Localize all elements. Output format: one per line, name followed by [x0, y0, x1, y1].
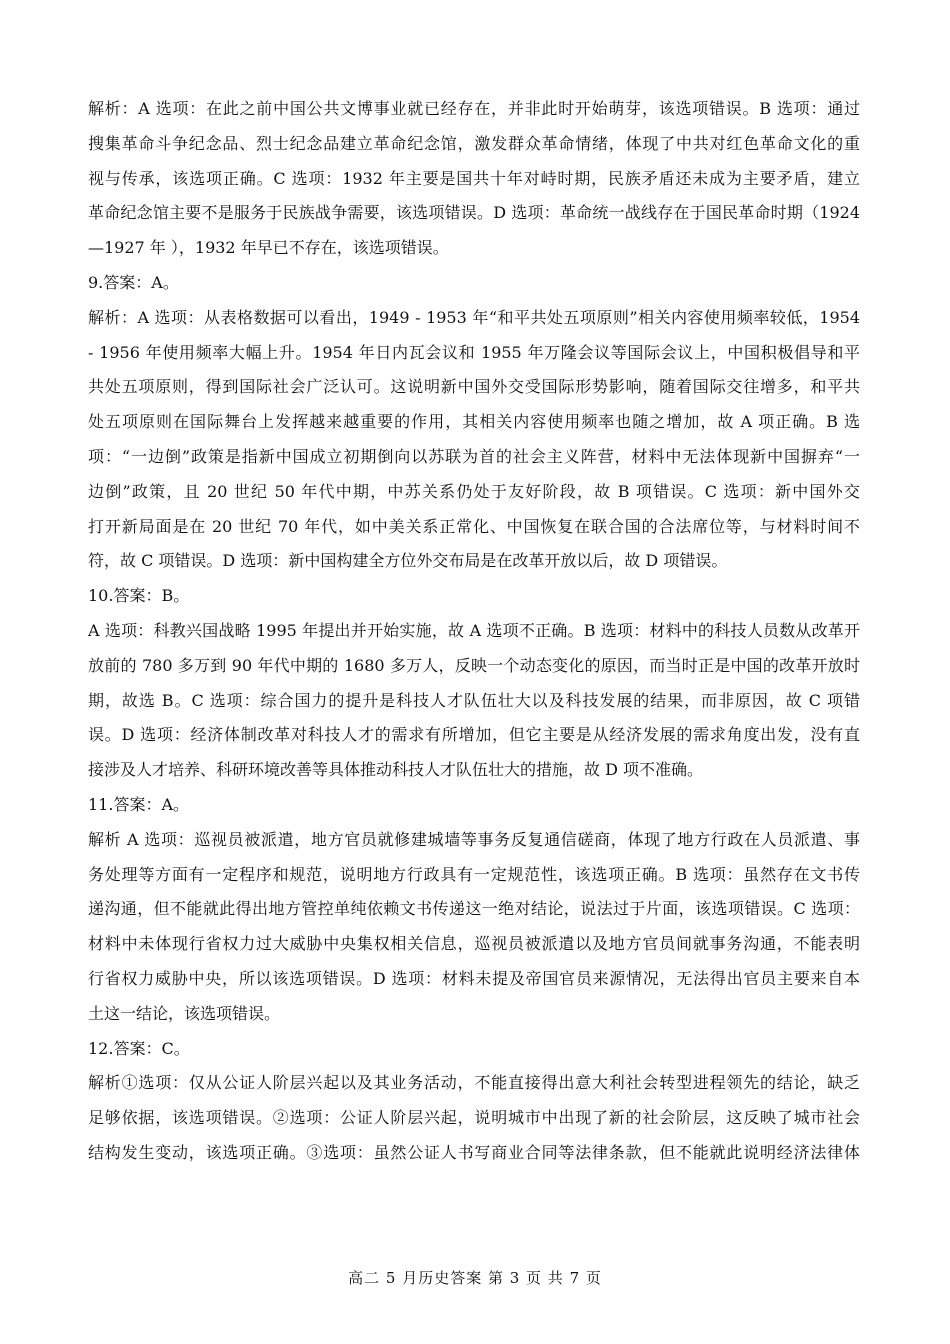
text-line: 材料中未体现行省权力过大威胁中央集权相关信息，巡视员被派遣以及地方官员间就事务沟通，不能表明 [88, 934, 860, 954]
answer-page-body [88, 92, 860, 1171]
page-footer: 高二 5 月历史答案 第 3 页 共 7 页 [348, 1269, 602, 1287]
text-line: 解析 A 选项：巡视员被派遣，地方官员就修建城墙等事务反复通信磋商，体现了地方行政在人员派遣、事 [88, 829, 860, 849]
explanation-q10 [88, 614, 860, 788]
answer-heading: 9.答案：A。 [88, 272, 179, 292]
text-line: 接涉及人才培养、科研环境改善等具体推动科技人才队伍壮大的措施，故 D 项不准确。 [88, 760, 704, 780]
explanation-q12 [88, 1066, 860, 1170]
text-line: 打开新局面是在 20 世纪 70 年代，如中美关系正常化、中国恢复在联合国的合法席位等，与材料时间不 [88, 516, 860, 536]
answer-heading: 11.答案：A。 [88, 794, 190, 814]
text-line: 行省权力威胁中央，所以该选项错误。D 选项：材料未提及帝国官员来源情况，无法得出官员主要来自本 [88, 968, 860, 988]
text-line: A 选项：科教兴国战略 1995 年提出并开始实施，故 A 选项不正确。B 选项：材料中的科技人员数从改革开 [88, 620, 860, 640]
text-line: 土这一结论，该选项错误。 [88, 1003, 281, 1023]
text-line: —1927 年 ），1932 年早已不存在，该选项错误。 [88, 238, 449, 258]
explanation-q8 [88, 92, 860, 266]
text-line: 足够依据，该选项错误。②选项：公证人阶层兴起，说明城市中出现了新的社会阶层，这反映了城市社会 [88, 1108, 860, 1128]
text-line: 误。D 选项：经济体制改革对科技人才的需求有所增加，但它主要是从经济发展的需求角度出发，没有直 [88, 725, 860, 745]
text-line: 处五项原则在国际舞台上发挥越来越重要的作用，其相关内容使用频率也随之增加，故 A 项正确。B 选 [88, 412, 860, 432]
answer-q12 [88, 1032, 860, 1067]
text-line: 放前的 780 多万到 90 年代中期的 1680 多万人，反映一个动态变化的原因，而当时正是中国的改革开放时 [88, 655, 860, 675]
answer-q10 [88, 579, 860, 614]
text-line: - 1956 年使用频率大幅上升。1954 年日内瓦会议和 1955 年万隆会议等国际会议上，中国积极倡导和平 [88, 342, 860, 362]
answer-heading: 12.答案：C。 [88, 1038, 190, 1058]
answer-heading: 10.答案：B。 [88, 586, 190, 606]
text-line: 期，故选 B。C 选项：综合国力的提升是科技人才队伍壮大以及科技发展的结果，而非原因，故 C 项错 [88, 690, 860, 710]
answer-q11 [88, 788, 860, 823]
text-line: 项：“一边倒”政策是指新中国成立初期倒向以苏联为首的社会主义阵营，材料中无法体现新中国摒弃“一 [88, 446, 860, 466]
text-line: 符，故 C 项错误。D 选项：新中国构建全方位外交布局是在改革开放以后，故 D 项错误。 [88, 551, 728, 571]
text-line: 务处理等方面有一定程序和规范，说明地方行政具有一定规范性，该选项正确。B 选项：虽然存在文书传 [88, 864, 860, 884]
answer-q9 [88, 266, 860, 301]
text-line: 结构发生变动，该选项正确。③选项：虽然公证人书写商业合同等法律条款，但不能就此说明经济法律体 [88, 1142, 860, 1162]
text-line: 递沟通，但不能就此得出地方管控单纯依赖文书传递这一绝对结论，说法过于片面，该选项错误。C 选项： [88, 899, 860, 919]
text-line: 共处五项原则，得到国际社会广泛认可。这说明新中国外交受国际形势影响，随着国际交往增多，和平共 [88, 377, 860, 397]
text-line: 解析①选项：仅从公证人阶层兴起以及其业务活动，不能直接得出意大利社会转型进程领先的结论，缺乏 [88, 1073, 860, 1093]
text-line: 解析：A 选项：在此之前中国公共文博事业就已经存在，并非此时开始萌芽，该选项错误。B 选项：通过 [88, 99, 860, 118]
text-line: 边倒”政策，且 20 世纪 50 年代中期，中苏关系仍处于友好阶段，故 B 项错误。C 选项：新中国外交 [88, 481, 860, 501]
explanation-q9 [88, 301, 860, 579]
text-line: 搜集革命斗争纪念品、烈士纪念品建立革命纪念馆，激发群众革命情绪，体现了中共对红色革命文化的重 [88, 133, 860, 153]
text-line: 革命纪念馆主要不是服务于民族战争需要，该选项错误。D 选项：革命统一战线存在于国民革命时期（1924 [88, 203, 860, 223]
explanation-q11 [88, 823, 860, 1032]
text-line: 解析：A 选项：从表格数据可以看出，1949 - 1953 年“和平共处五项原则”相关内容使用频率较低，1954 [88, 307, 860, 327]
text-line: 视与传承，该选项正确。C 选项：1932 年主要是国共十年对峙时期，民族矛盾还未成为主要矛盾，建立 [88, 168, 860, 188]
